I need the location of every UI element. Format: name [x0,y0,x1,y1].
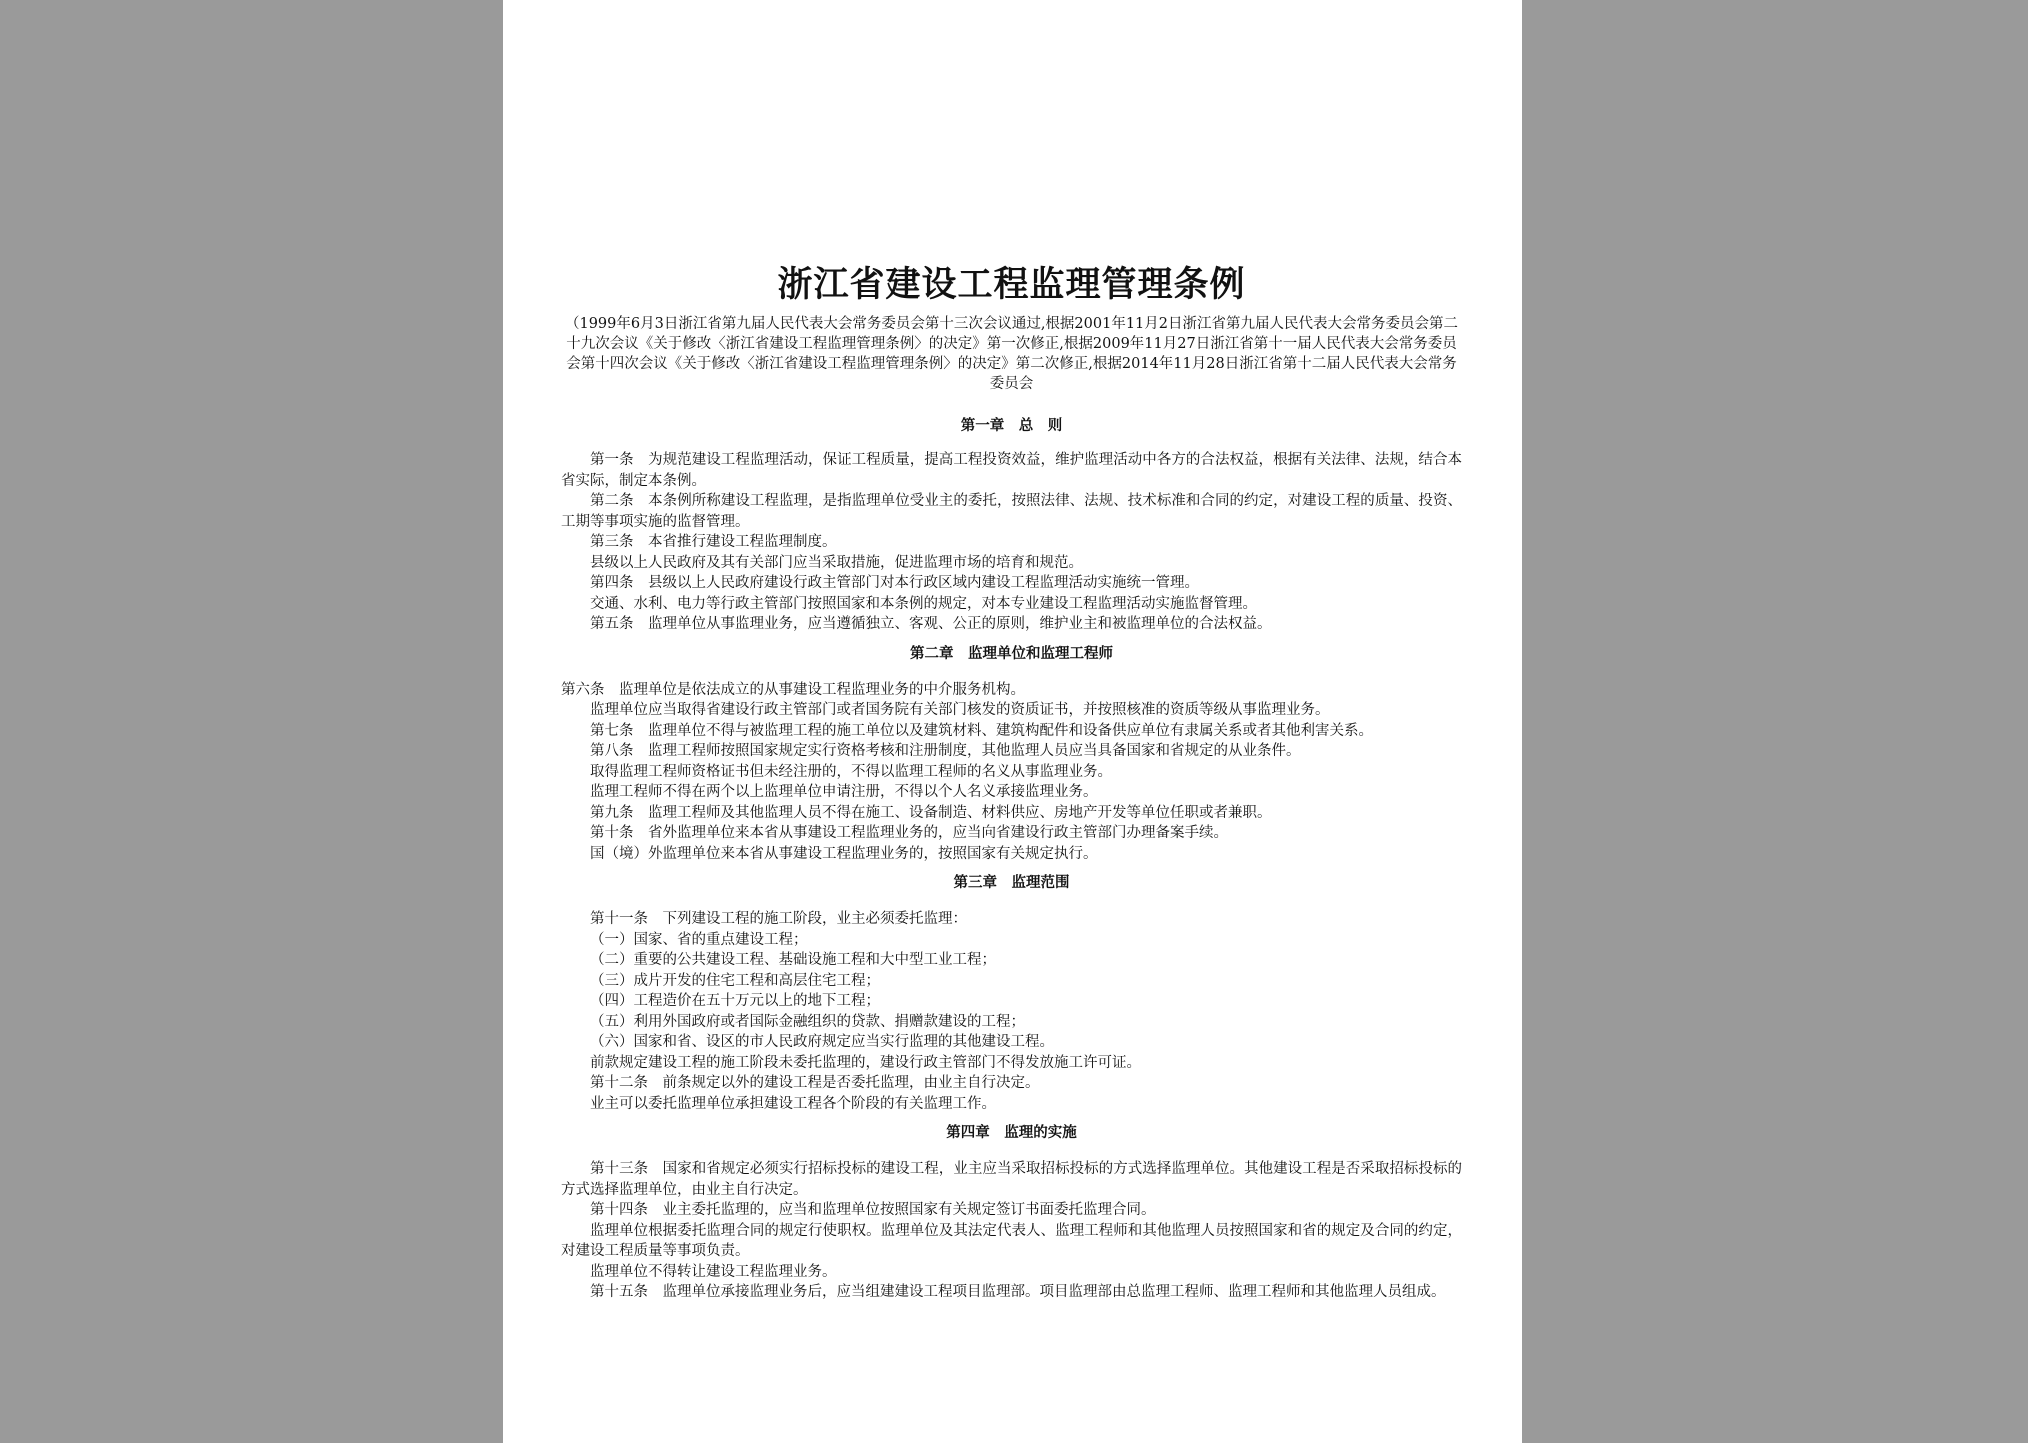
document-page [503,0,1522,1443]
article-paragraph: 取得监理工程师资格证书但未经注册的，不得以监理工程师的名义从事监理业务。 [590,763,1112,780]
list-item: （一）国家、省的重点建设工程； [590,931,808,948]
article-paragraph: 前款规定建设工程的施工阶段未委托监理的，建设行政主管部门不得发放施工许可证。 [590,1054,1141,1071]
article-paragraph: 县级以上人民政府及其有关部门应当采取措施，促进监理市场的培育和规范。 [590,554,1083,571]
chapter-2-body [561,680,1462,865]
article-paragraph: 第一条 为规范建设工程监理活动，保证工程质量，提高工程投资效益，维护监理活动中各方的合法权益，根据有关法律、法规，结合本省实际，制定本条例。 [561,452,1462,489]
article-paragraph: 第十三条 国家和省规定必须实行招标投标的建设工程，业主应当采取招标投标的方式选择监理单位。其他建设工程是否采取招标投标的方式选择监理单位，由业主自行决定。 [561,1161,1462,1198]
article-paragraph: 监理单位根据委托监理合同的规定行使职权。监理单位及其法定代表人、监理工程师和其他监理人员按照国家和省的规定及合同的约定，对建设工程质量等事项负责。 [561,1222,1462,1259]
chapter-4-heading: 第四章 监理的实施 [946,1124,1077,1141]
article-paragraph: 监理单位不得转让建设工程监理业务。 [590,1263,837,1280]
article-paragraph: 业主可以委托监理单位承担建设工程各个阶段的有关监理工作。 [590,1095,996,1112]
list-item: （二）重要的公共建设工程、基础设施工程和大中型工业工程； [590,952,996,968]
list-item: （五）利用外国政府或者国际金融组织的贷款、捐赠款建设的工程； [590,1013,1025,1030]
article-paragraph: 第十五条 监理单位承接监理业务后，应当组建建设工程项目监理部。项目监理部由总监理工程师、监理工程师和其他监理人员组成。 [590,1284,1446,1300]
chapter-2-heading: 第二章 监理单位和监理工程师 [910,644,1113,662]
article-paragraph: 第三条 本省推行建设工程监理制度。 [590,534,837,550]
document-title: 浙江省建设工程监理管理条例 [777,264,1246,305]
article-paragraph: 第九条 监理工程师及其他监理人员不得在施工、设备制造、材料供应、房地产开发等单位任职或者兼职。 [590,804,1272,821]
document-subtitle: （1999年6月3日浙江省第九届人民代表大会常务委员会第十三次会议通过,根据2001年11月2日浙江省第九届人民代表大会常务委员会第二十九次会议《关于修改〈浙江省建设工程监理管理条例〉的决定》第一次修正,根据2009年11月27日浙江省第十一届人民代表大会常务委员会第十四次会议《关于修改〈浙江省建设工程监理管理条例〉的决定》第二次修正,根据2014年11月28日浙江省第十二届人民代表大会常务委员会 [564,316,1459,392]
article-paragraph: 第七条 监理单位不得与被监理工程的施工单位以及建筑材料、建筑构配件和设备供应单位有隶属关系或者其他利害关系。 [590,722,1373,739]
article-paragraph: 第四条 县级以上人民政府建设行政主管部门对本行政区域内建设工程监理活动实施统一管理。 [590,575,1199,591]
article-paragraph: 第六条 监理单位是依法成立的从事建设工程监理业务的中介服务机构。 [561,681,1025,698]
article-paragraph: 监理工程师不得在两个以上监理单位申请注册，不得以个人名义承接监理业务。 [590,784,1098,800]
article-paragraph: 国（境）外监理单位来本省从事建设工程监理业务的，按照国家有关规定执行。 [590,845,1098,862]
article-paragraph: 第十二条 前条规定以外的建设工程是否委托监理，由业主自行决定。 [590,1075,1040,1091]
article-paragraph: 第十条 省外监理单位来本省从事建设工程监理业务的，应当向省建设行政主管部门办理备案手续。 [590,825,1228,841]
article-paragraph: 第十一条 下列建设工程的施工阶段，业主必须委托监理： [590,911,967,927]
article-paragraph: 监理单位应当取得省建设行政主管部门或者国务院有关部门核发的资质证书，并按照核准的资质等级从事监理业务。 [590,702,1330,718]
list-item: （六）国家和省、设区的市人民政府规定应当实行监理的其他建设工程。 [590,1034,1054,1050]
article-paragraph: 交通、水利、电力等行政主管部门按照国家和本条例的规定，对本专业建设工程监理活动实施监督管理。 [590,595,1257,612]
article-paragraph: 第五条 监理单位从事监理业务，应当遵循独立、客观、公正的原则，维护业主和被监理单位的合法权益。 [590,616,1272,632]
article-paragraph: 第八条 监理工程师按照国家规定实行资格考核和注册制度，其他监理人员应当具备国家和省规定的从业条件。 [590,743,1301,759]
chapter-1-body [561,450,1462,635]
chapter-1-heading: 第一章 总 则 [960,417,1063,434]
list-item: （三）成片开发的住宅工程和高层住宅工程； [590,972,880,989]
article-paragraph: 第十四条 业主委托监理的，应当和监理单位按照国家有关规定签订书面委托监理合同。 [590,1202,1156,1218]
chapter-3-body [561,909,1462,1114]
list-item: （四）工程造价在五十万元以上的地下工程； [590,993,880,1009]
article-paragraph: 第二条 本条例所称建设工程监理，是指监理单位受业主的委托，按照法律、法规、技术标准和合同的约定，对建设工程的质量、投资、工期等事项实施的监督管理。 [561,493,1462,530]
chapter-3-heading: 第三章 监理范围 [953,874,1070,891]
chapter-4-body [561,1159,1462,1303]
